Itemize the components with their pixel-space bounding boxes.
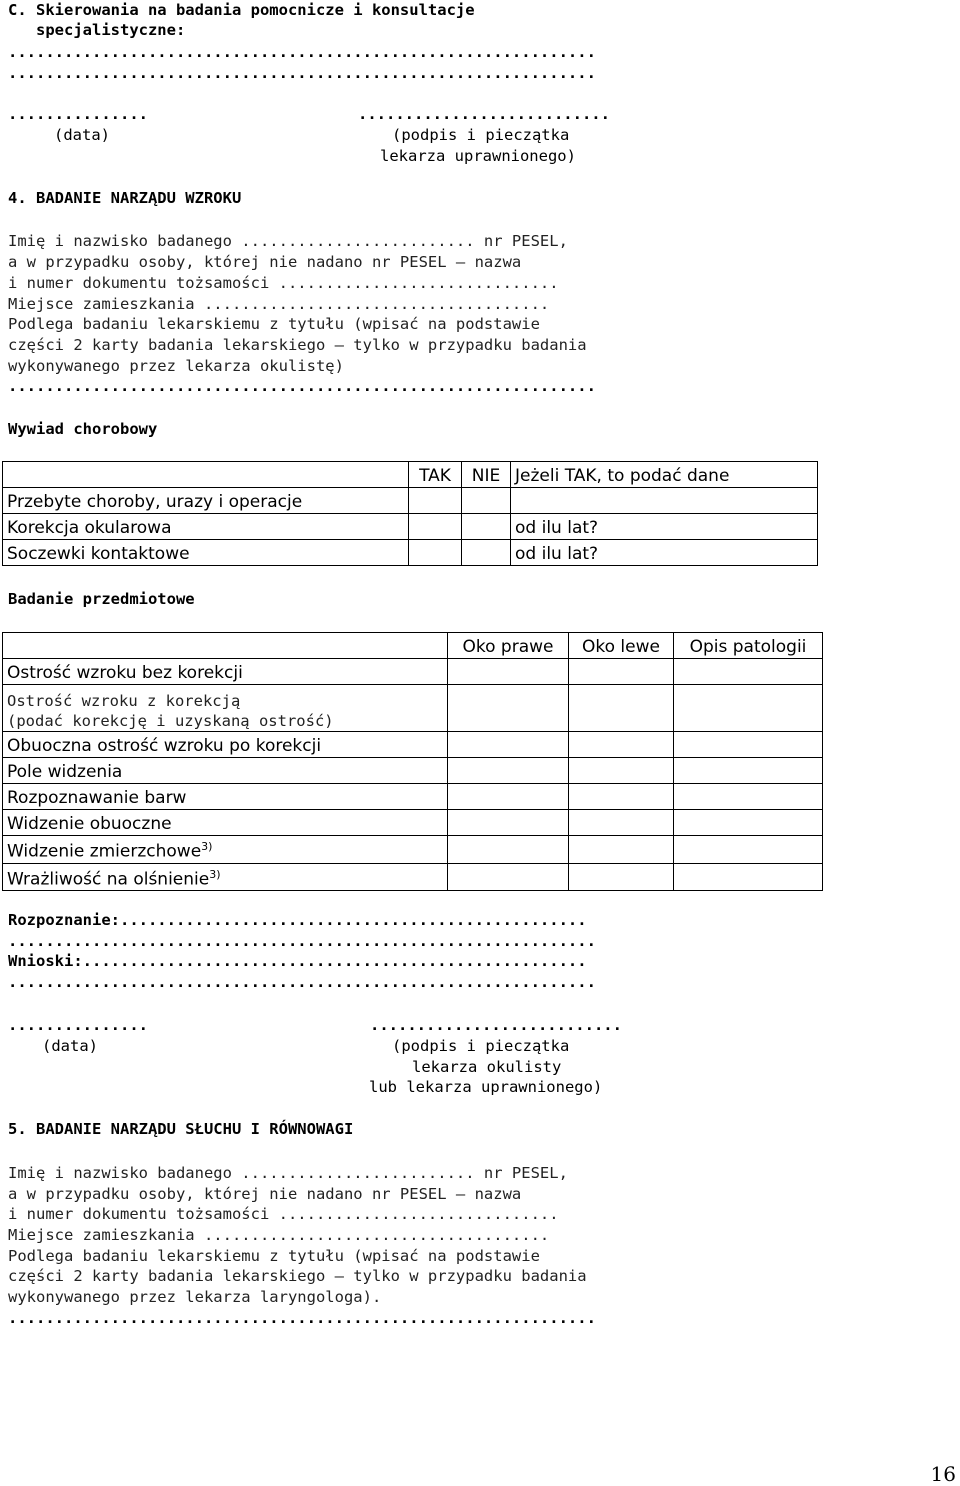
pathology-cell[interactable] bbox=[674, 659, 823, 685]
pesel-alt-line: a w przypadku osoby, której nie nadano nr PESEL – nazwa bbox=[8, 253, 522, 271]
tak-cell[interactable] bbox=[409, 514, 462, 540]
right-eye-cell[interactable] bbox=[448, 810, 569, 836]
left-eye-cell[interactable] bbox=[569, 810, 674, 836]
footnote-ref: 3) bbox=[209, 867, 221, 881]
left-eye-header: Oko lewe bbox=[569, 633, 674, 659]
exam-basis-line-1: Podlega badaniu lekarskiemu z tytułu (wpisać na podstawie bbox=[8, 315, 540, 333]
details-cell[interactable]: od ilu lat? bbox=[511, 540, 818, 566]
exam-basis-line-3: wykonywanego przez lekarza laryngologa). bbox=[8, 1288, 382, 1306]
row-label bbox=[3, 836, 448, 864]
exam-table bbox=[2, 632, 823, 891]
table-row bbox=[3, 540, 818, 566]
id-document-line[interactable]: i numer dokumentu tożsamości .............................. bbox=[8, 1205, 559, 1223]
table-row bbox=[3, 685, 823, 732]
diagnosis-label: Rozpoznanie: bbox=[8, 911, 120, 929]
patient-name-line[interactable]: Imię i nazwisko badanego ......................... nr PESEL, bbox=[8, 1164, 568, 1182]
nie-header: NIE bbox=[462, 462, 511, 488]
page-number: 16 bbox=[930, 1462, 956, 1486]
section-4-heading: 4. BADANIE NARZĄDU WZROKU bbox=[8, 189, 242, 207]
conclusions-label: Wnioski: bbox=[8, 952, 83, 970]
row-label-text: Wrażliwość na olśnienie bbox=[7, 869, 210, 890]
date-label: (data) bbox=[54, 126, 110, 144]
exam-header-row bbox=[3, 633, 823, 659]
table-row bbox=[3, 488, 818, 514]
residence-line[interactable]: Miejsce zamieszkania ..................................... bbox=[8, 295, 550, 313]
table-row bbox=[3, 863, 823, 891]
exam-basis-line-2: części 2 karty badania lekarskiego – tylko w przypadku badania bbox=[8, 336, 587, 354]
right-eye-header: Oko prawe bbox=[448, 633, 569, 659]
right-eye-cell[interactable] bbox=[448, 784, 569, 810]
conclusions-dots: ...................................................... bbox=[82, 952, 587, 970]
pesel-alt-line: a w przypadku osoby, której nie nadano nr PESEL – nazwa bbox=[8, 1185, 522, 1203]
pathology-cell[interactable] bbox=[674, 732, 823, 758]
row-label: Obuoczna ostrość wzroku po korekcji bbox=[3, 732, 448, 758]
tak-cell[interactable] bbox=[409, 540, 462, 566]
table-row bbox=[3, 836, 823, 864]
nie-cell[interactable] bbox=[462, 514, 511, 540]
left-eye-cell[interactable] bbox=[569, 758, 674, 784]
pathology-cell[interactable] bbox=[674, 758, 823, 784]
left-eye-cell[interactable] bbox=[569, 732, 674, 758]
exam-basis-dots[interactable]: ............................................................... bbox=[8, 1309, 596, 1327]
exam-heading: Badanie przedmiotowe bbox=[8, 590, 195, 608]
conclusions-line[interactable] bbox=[8, 951, 587, 971]
row-label: Pole widzenia bbox=[3, 758, 448, 784]
details-cell[interactable]: od ilu lat? bbox=[511, 514, 818, 540]
row-label: Rozpoznawanie barw bbox=[3, 784, 448, 810]
table-row bbox=[3, 784, 823, 810]
date-dots[interactable]: ............... bbox=[8, 1016, 148, 1034]
signature-dots[interactable]: ........................... bbox=[358, 105, 610, 123]
row-label: Korekcja okularowa bbox=[3, 514, 409, 540]
section-c-title-cont: specjalistyczne: bbox=[8, 21, 186, 39]
referral-line-2[interactable]: ............................................................... bbox=[8, 64, 596, 82]
interview-header-row bbox=[3, 462, 818, 488]
tak-header: TAK bbox=[409, 462, 462, 488]
exam-basis-line-2: części 2 karty badania lekarskiego – tylko w przypadku badania bbox=[8, 1267, 587, 1285]
row-label bbox=[3, 863, 448, 891]
left-eye-cell[interactable] bbox=[569, 836, 674, 864]
pathology-cell[interactable] bbox=[674, 784, 823, 810]
row-label: Widzenie obuoczne bbox=[3, 810, 448, 836]
right-eye-cell[interactable] bbox=[448, 685, 569, 732]
left-eye-cell[interactable] bbox=[569, 685, 674, 732]
row-label: Soczewki kontaktowe bbox=[3, 540, 409, 566]
table-row bbox=[3, 758, 823, 784]
details-header: Jeżeli TAK, to podać dane bbox=[511, 462, 818, 488]
referral-line-1[interactable]: ............................................................... bbox=[8, 43, 596, 61]
signature-label: (podpis i pieczątka bbox=[392, 1037, 570, 1055]
details-cell[interactable] bbox=[511, 488, 818, 514]
table-row bbox=[3, 514, 818, 540]
interview-heading: Wywiad chorobowy bbox=[8, 420, 158, 438]
interview-header-blank bbox=[3, 462, 409, 488]
pathology-cell[interactable] bbox=[674, 836, 823, 864]
signature-label: (podpis i pieczątka bbox=[392, 126, 570, 144]
right-eye-cell[interactable] bbox=[448, 659, 569, 685]
date-dots[interactable]: ............... bbox=[8, 105, 148, 123]
row-label: Przebyte choroby, urazy i operacje bbox=[3, 488, 409, 514]
pathology-cell[interactable] bbox=[674, 863, 823, 891]
nie-cell[interactable] bbox=[462, 540, 511, 566]
row-label-line-2: (podać korekcję i uzyskaną ostrość) bbox=[7, 712, 334, 730]
table-row bbox=[3, 659, 823, 685]
tak-cell[interactable] bbox=[409, 488, 462, 514]
right-eye-cell[interactable] bbox=[448, 758, 569, 784]
table-row bbox=[3, 732, 823, 758]
row-label-text: Widzenie zmierzchowe bbox=[7, 841, 202, 862]
row-label-line-1: Ostrość wzroku z korekcją bbox=[7, 692, 241, 710]
diagnosis-line-2[interactable]: ............................................................... bbox=[8, 932, 596, 950]
conclusions-line-2[interactable]: ............................................................... bbox=[8, 973, 596, 991]
pathology-cell[interactable] bbox=[674, 810, 823, 836]
footnote-ref: 3) bbox=[201, 840, 213, 853]
date-label: (data) bbox=[42, 1037, 98, 1055]
left-eye-cell[interactable] bbox=[569, 784, 674, 810]
row-label bbox=[3, 685, 448, 732]
diagnosis-dots: .................................................. bbox=[119, 911, 587, 929]
right-eye-cell[interactable] bbox=[448, 732, 569, 758]
pathology-header: Opis patologii bbox=[674, 633, 823, 659]
patient-name-line[interactable]: Imię i nazwisko badanego ......................... nr PESEL, bbox=[8, 232, 568, 250]
exam-basis-line-1: Podlega badaniu lekarskiemu z tytułu (wpisać na podstawie bbox=[8, 1247, 540, 1265]
row-label: Ostrość wzroku bez korekcji bbox=[3, 659, 448, 685]
signature-label-2: lekarza okulisty bbox=[412, 1058, 562, 1076]
exam-basis-line-3: wykonywanego przez lekarza okulistę) bbox=[8, 357, 344, 375]
diagnosis-line[interactable] bbox=[8, 910, 587, 930]
left-eye-cell[interactable] bbox=[569, 659, 674, 685]
exam-basis-dots[interactable]: ............................................................... bbox=[8, 377, 596, 395]
right-eye-cell[interactable] bbox=[448, 836, 569, 864]
section-5-heading: 5. BADANIE NARZĄDU SŁUCHU I RÓWNOWAGI bbox=[8, 1120, 354, 1138]
signature-label-3: lub lekarza uprawnionego) bbox=[369, 1078, 603, 1096]
pathology-cell[interactable] bbox=[674, 685, 823, 732]
residence-line[interactable]: Miejsce zamieszkania ..................................... bbox=[8, 1226, 550, 1244]
interview-table bbox=[2, 461, 818, 566]
section-c-title: C. Skierowania na badania pomocnicze i konsultacje bbox=[8, 1, 475, 19]
table-row bbox=[3, 810, 823, 836]
left-eye-cell[interactable] bbox=[569, 863, 674, 891]
nie-cell[interactable] bbox=[462, 488, 511, 514]
right-eye-cell[interactable] bbox=[448, 863, 569, 891]
signature-dots[interactable]: ........................... bbox=[370, 1016, 622, 1034]
signature-label-2: lekarza uprawnionego) bbox=[380, 147, 576, 165]
id-document-line[interactable]: i numer dokumentu tożsamości .............................. bbox=[8, 274, 559, 292]
exam-header-blank bbox=[3, 633, 448, 659]
